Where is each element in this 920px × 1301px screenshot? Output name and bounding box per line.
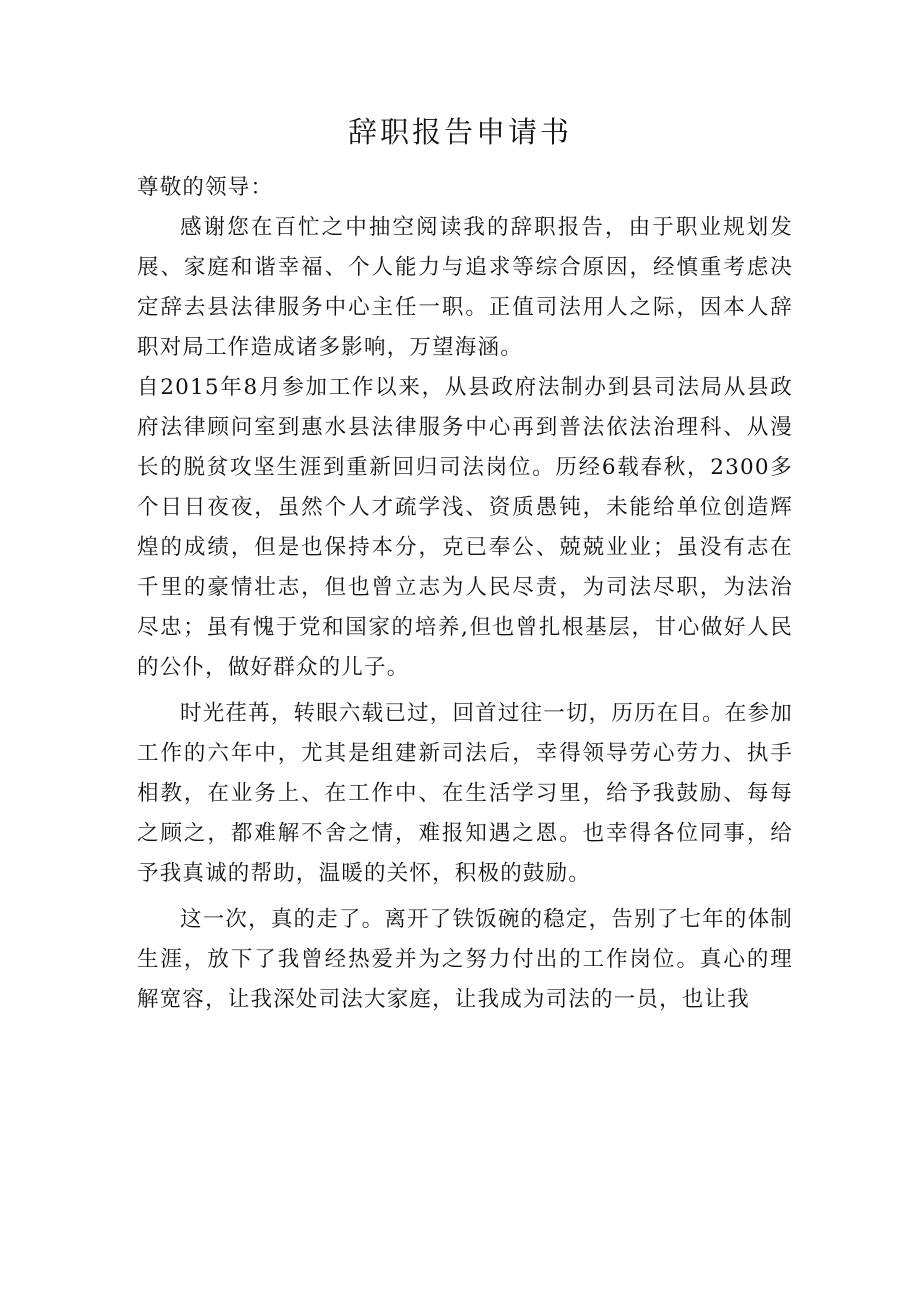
paragraph-3: 时光荏苒，转眼六载已过，回首过往一切，历历在目。在参加工作的六年中，尤其是组建新司法后，幸得领导劳心劳力、执手相教，在业务上、在工作中、在生活学习里，给予我鼓励、每每之顾之，都难解不舍之情，难报知遇之恩。也幸得各位同事，给予我真诚的帮助，温暖的关怀，积极的鼓励。 bbox=[137, 701, 793, 886]
paragraph-1: 感谢您在百忙之中抽空阅读我的辞职报告，由于职业规划发展、家庭和谐幸福、个人能力与追求等综合原因，经慎重考虑决定辞去县法律服务中心主任一职。正值司法用人之际，因本人辞职对局工作造成诸多影响，万望海涵。 bbox=[137, 215, 793, 360]
document-title: 辞职报告申请书 bbox=[347, 115, 572, 149]
paragraph-2: 自2015年8月参加工作以来，从县政府法制办到县司法局从县政府法律顾问室到惠水县法律服务中心再到普法依法治理科、从漫长的脱贫攻坚生涯到重新回归司法岗位。历经6载春秋，2300多个日日夜夜，虽然个人才疏学浅、资质愚钝，未能给单位创造辉煌的成绩，但是也保持本分，克已奉公、兢兢业业；虽没有志在千里的豪情壮志，但也曾立志为人民尽责，为司法尽职，为法治尽忠；虽有愧于党和国家的培养,但也曾扎根基层，甘心做好人民的公仆，做好群众的儿子。 bbox=[137, 375, 793, 680]
salutation: 尊敬的领导： bbox=[137, 175, 274, 200]
paragraph-4: 这一次，真的走了。离开了铁饭碗的稳定，告别了七年的体制生涯，放下了我曾经热爱并为之努力付出的工作岗位。真心的理解宽容，让我深处司法大家庭，让我成为司法的一员，也让我 bbox=[137, 907, 793, 1012]
document-body bbox=[137, 168, 793, 1020]
